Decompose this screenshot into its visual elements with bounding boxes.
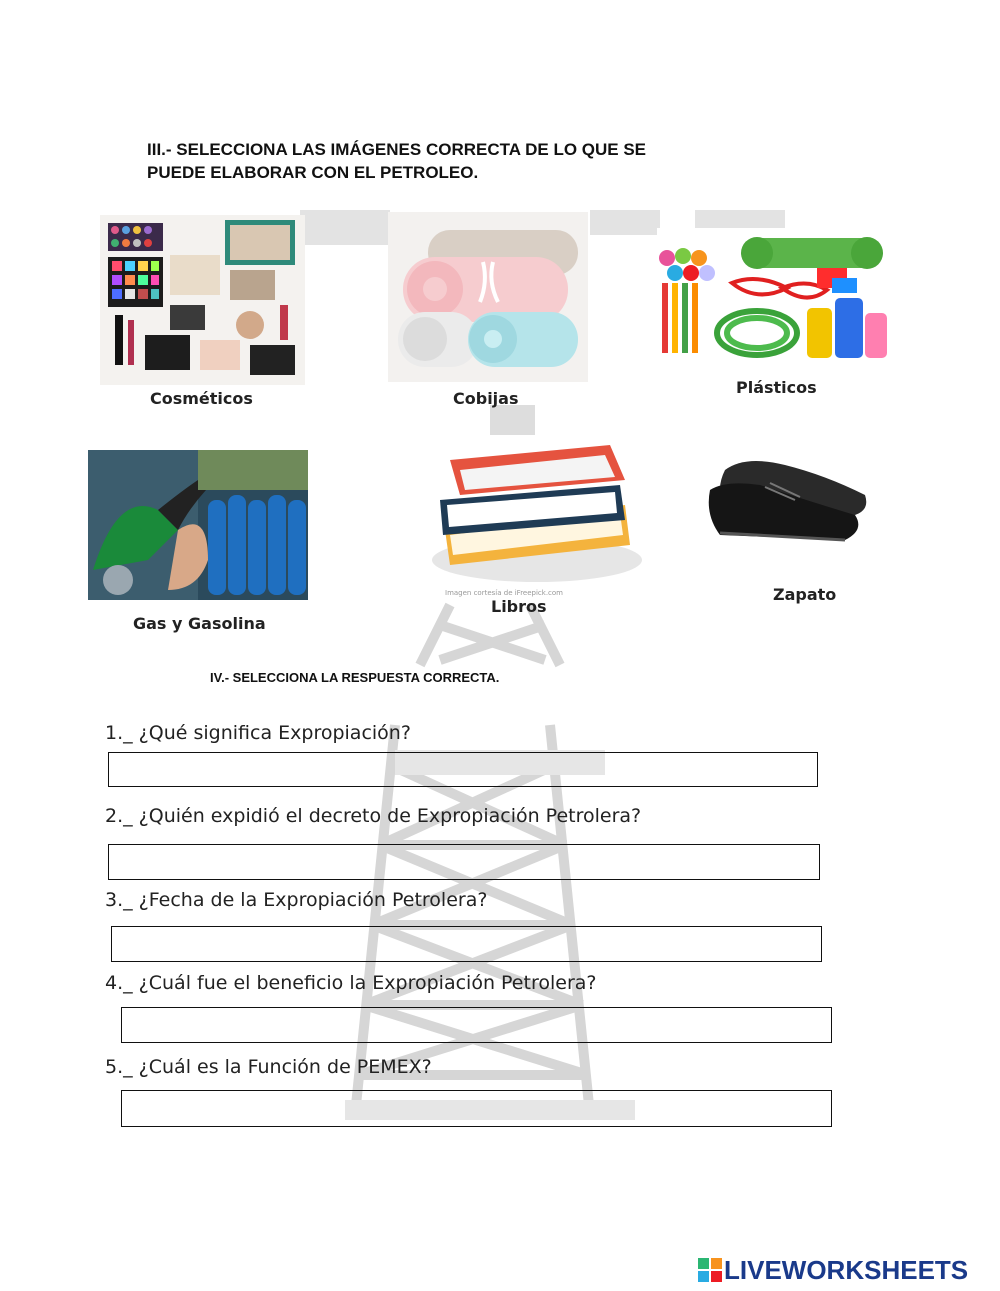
question-4: 4._ ¿Cuál fue el beneficio la Expropiación Petrolera?	[105, 972, 597, 994]
answer-field-4[interactable]	[121, 1007, 832, 1043]
liveworksheets-logo-text: LIVEWORKSHEETS	[724, 1254, 969, 1285]
section-3-title-line1: III.- SELECCIONA LAS IMÁGENES CORRECTA DE LO QUE SE	[147, 140, 647, 159]
shoe-image[interactable]	[705, 445, 875, 550]
cosmetics-icon	[100, 215, 305, 385]
shoe-icon	[705, 445, 875, 550]
blankets-icon	[388, 212, 588, 382]
section-3-title	[147, 138, 767, 184]
answer-field-1[interactable]	[108, 752, 818, 787]
blankets-image[interactable]	[388, 212, 588, 382]
liveworksheets-logo-icon	[698, 1258, 722, 1282]
caption-cosmeticos: Cosméticos	[150, 389, 253, 408]
gas-image[interactable]	[88, 450, 308, 600]
plastics-image[interactable]	[657, 228, 892, 368]
answer-field-3[interactable]	[111, 926, 822, 962]
caption-libros: Libros	[491, 597, 547, 616]
answer-field-2[interactable]	[108, 844, 820, 880]
plastics-icon	[657, 228, 892, 368]
question-1: 1._ ¿Qué significa Expropiación?	[105, 722, 411, 744]
question-3: 3._ ¿Fecha de la Expropiación Petrolera?	[105, 889, 488, 911]
liveworksheets-logo[interactable]	[698, 1255, 968, 1285]
books-icon	[425, 435, 650, 600]
caption-cobijas: Cobijas	[453, 389, 519, 408]
cosmetics-image[interactable]	[100, 215, 305, 385]
question-2: 2._ ¿Quién expidió el decreto de Expropiación Petrolera?	[105, 805, 642, 827]
caption-plasticos: Plásticos	[736, 378, 817, 397]
section-4-title: IV.- SELECCIONA LA RESPUESTA CORRECTA.	[210, 670, 500, 685]
answer-field-5[interactable]	[121, 1090, 832, 1127]
svg-text:Imagen cortesía de iFreepick.c: Imagen cortesía de iFreepick.com	[445, 589, 563, 597]
question-5: 5._ ¿Cuál es la Función de PEMEX?	[105, 1056, 432, 1078]
section-3-title-line2: PUEDE ELABORAR CON EL PETROLEO.	[147, 163, 479, 182]
caption-zapato: Zapato	[773, 585, 837, 604]
caption-gas-gasolina: Gas y Gasolina	[133, 614, 266, 633]
gas-pump-icon	[88, 450, 308, 600]
books-image[interactable]	[425, 435, 650, 600]
